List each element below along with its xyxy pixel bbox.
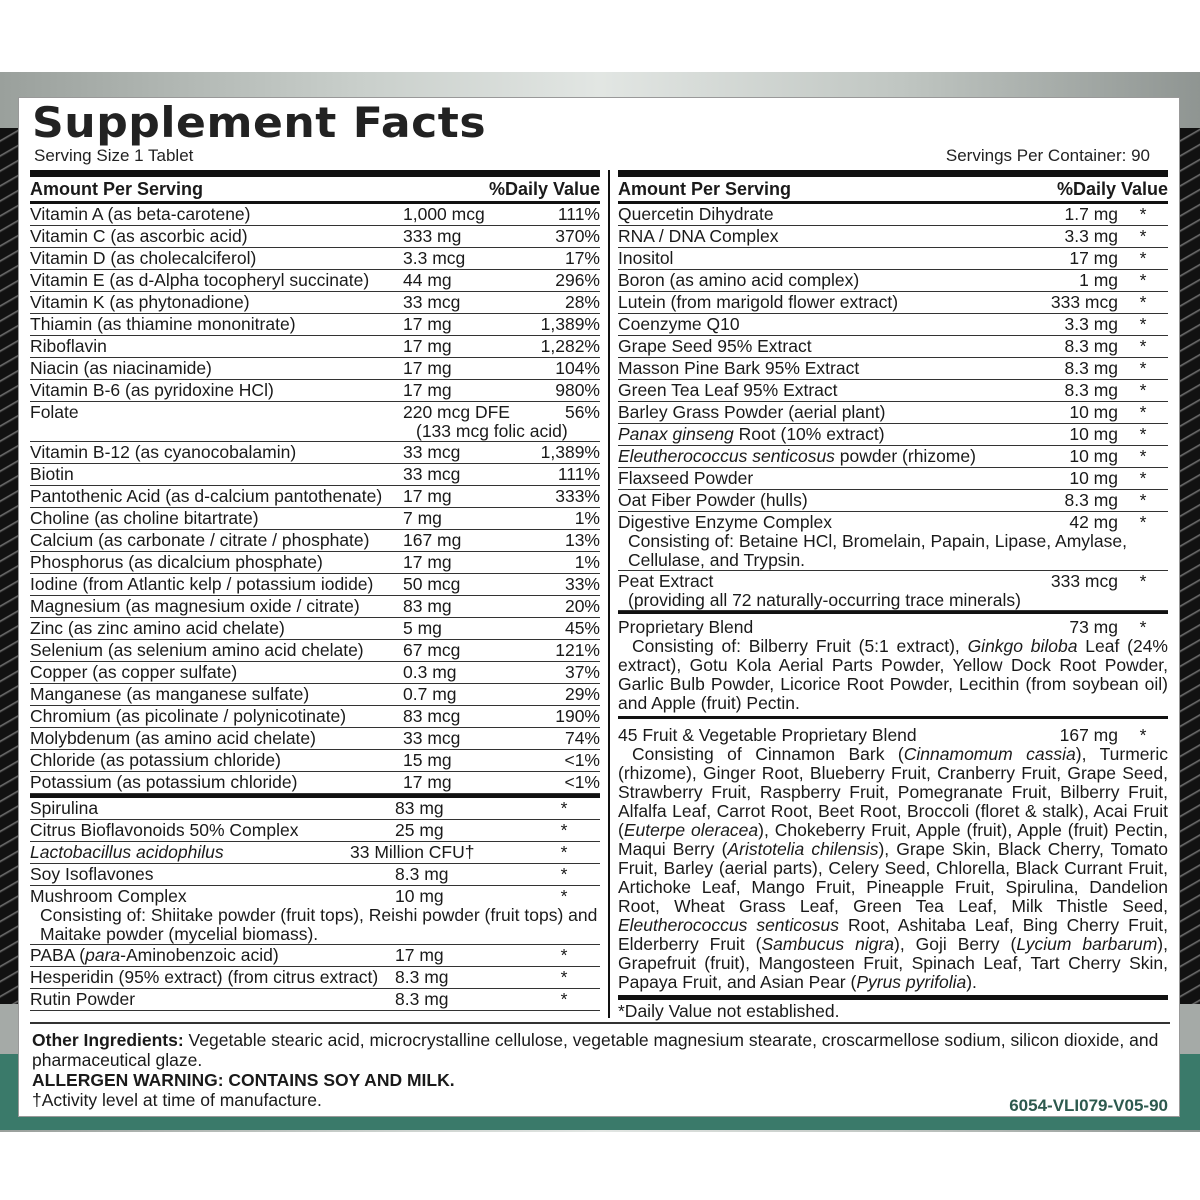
ingredient-daily-value: * — [1139, 226, 1147, 246]
ingredient-amount: 10 mg — [1069, 446, 1118, 466]
other-ingredients: Other Ingredients: Vegetable stearic acid, microcrystalline cellulose, vegetable magnesium stearate, croscarmellose sodium, silicon dioxide, and pharmaceutical glaze. — [32, 1030, 1159, 1070]
ingredient-name: Rutin Powder — [30, 989, 136, 1009]
ingredient-name: Grape Seed 95% Extract — [618, 336, 812, 356]
ingredient-name: Manganese (as manganese sulfate) — [30, 684, 310, 704]
ingredient-daily-value: * — [1139, 402, 1147, 422]
ingredient-daily-value: 29% — [564, 684, 600, 704]
ingredient-daily-value: 104% — [555, 358, 600, 378]
stripe-decoration-right — [1180, 128, 1200, 1004]
ingredient-amount: 25 mg — [395, 820, 444, 840]
table-row — [618, 204, 1168, 226]
ingredient-amount: 17 mg — [403, 336, 452, 356]
ingredient-name: RNA / DNA Complex — [618, 226, 779, 246]
table-row — [30, 442, 600, 464]
ingredient-amount: 8.3 mg — [395, 967, 449, 987]
table-row — [30, 886, 600, 945]
ingredient-name: Vitamin B-12 (as cyanocobalamin) — [30, 442, 297, 462]
table-row — [30, 662, 600, 684]
ingredient-amount: 33 mcg — [403, 728, 461, 748]
table-header — [618, 177, 1168, 204]
ingredient-daily-value: 13% — [564, 530, 600, 550]
ingredient-daily-value: 74% — [564, 728, 600, 748]
table-row — [30, 706, 600, 728]
ingredient-name: Folate — [30, 402, 79, 422]
allergen-warning: ALLERGEN WARNING: CONTAINS SOY AND MILK. — [32, 1070, 455, 1090]
ingredient-amount: 333 mcg — [1050, 292, 1118, 312]
ingredient-amount: 1.7 mg — [1064, 204, 1118, 224]
ingredient-amount: 10 mg — [395, 886, 444, 906]
right-items-list — [618, 204, 1168, 611]
ingredient-amount: 33 mcg — [403, 292, 461, 312]
ingredient-amount: 1,000 mcg — [403, 204, 485, 224]
ingredient-amount: 83 mg — [395, 798, 444, 818]
lot-code: 6054-VLI079-V05-90 — [1009, 1096, 1168, 1115]
table-row — [618, 402, 1168, 424]
ingredient-daily-value: 37% — [564, 662, 600, 682]
ingredient-amount: 17 mg — [403, 552, 452, 572]
ingredient-amount: 5 mg — [403, 618, 442, 638]
ingredient-daily-value: * — [1139, 336, 1147, 356]
ingredient-amount: 3.3 mg — [1064, 314, 1118, 334]
table-row — [30, 728, 600, 750]
ingredient-daily-value: * — [560, 820, 568, 840]
ingredient-daily-value: * — [1139, 490, 1147, 510]
ingredient-amount: 33 Million CFU† — [350, 842, 475, 862]
ingredient-name: Lutein (from marigold flower extract) — [618, 292, 899, 312]
ingredient-name: Eleutherococcus senticosus powder (rhizome) — [618, 446, 976, 466]
ingredient-note: Consisting of: Betaine HCl, Bromelain, Papain, Lipase, Amylase, Cellulase, and Trypsin. — [628, 531, 1128, 570]
ingredient-daily-value: * — [1139, 292, 1147, 312]
ingredient-name: Digestive Enzyme Complex — [618, 512, 832, 532]
ingredient-daily-value: 190% — [555, 706, 600, 726]
ingredient-daily-value: * — [1139, 512, 1147, 532]
blend-name: Proprietary Blend — [618, 617, 754, 637]
ingredient-name: Hesperidin (95% extract) (from citrus extract) — [30, 967, 379, 987]
table-row — [30, 486, 600, 508]
ingredient-daily-value: * — [1139, 446, 1147, 466]
table-row — [30, 989, 600, 1011]
table-row — [30, 864, 600, 886]
ingredient-daily-value: * — [560, 945, 568, 965]
ingredient-amount: 0.3 mg — [403, 662, 457, 682]
ingredient-daily-value: 1,282% — [540, 336, 600, 356]
header-daily-value: %Daily Value — [1056, 179, 1168, 199]
ingredient-daily-value: * — [560, 864, 568, 884]
ingredient-daily-value: * — [560, 798, 568, 818]
header-amount: Amount Per Serving — [618, 179, 792, 199]
ingredient-name: Vitamin E (as d-Alpha tocopheryl succinate) — [30, 270, 370, 290]
ingredient-name: Green Tea Leaf 95% Extract — [618, 380, 838, 400]
ingredient-note: Consisting of: Shiitake powder (fruit tops), Reishi powder (fruit tops) and Maitake powder (mycelial biomass). — [40, 905, 598, 944]
ingredient-name: Quercetin Dihydrate — [618, 204, 774, 224]
table-row — [30, 772, 600, 794]
ingredient-daily-value: 1% — [574, 552, 600, 572]
table-row — [618, 336, 1168, 358]
ingredient-amount: 8.3 mg — [1064, 380, 1118, 400]
ingredient-name: Vitamin A (as beta-carotene) — [30, 204, 251, 224]
table-row — [618, 358, 1168, 380]
bottom-rule — [30, 1022, 1170, 1024]
ingredient-name: Coenzyme Q10 — [618, 314, 740, 334]
ingredient-name: Soy Isoflavones — [30, 864, 154, 884]
table-row — [618, 490, 1168, 512]
ingredient-name: Niacin (as niacinamide) — [30, 358, 212, 378]
blend-dv: * — [1139, 725, 1147, 745]
ingredient-amount: 50 mcg — [403, 574, 461, 594]
ingredient-amount: 17 mg — [1069, 248, 1118, 268]
ingredient-daily-value: 111% — [557, 204, 600, 224]
table-row — [30, 820, 600, 842]
table-row — [30, 270, 600, 292]
ingredient-daily-value: * — [1139, 380, 1147, 400]
table-row — [618, 468, 1168, 490]
ingredient-amount: 17 mg — [403, 772, 452, 792]
ingredient-amount: 67 mcg — [403, 640, 461, 660]
table-row — [30, 358, 600, 380]
ingredient-amount: 333 mg — [403, 226, 462, 246]
ingredient-amount: 167 mg — [403, 530, 462, 550]
ingredient-daily-value: * — [1139, 571, 1147, 591]
ingredient-daily-value: 370% — [555, 226, 600, 246]
ingredient-name: Molybdenum (as amino acid chelate) — [30, 728, 316, 748]
ingredient-name: Barley Grass Powder (aerial plant) — [618, 402, 886, 422]
ingredient-amount: 8.3 mg — [1064, 490, 1118, 510]
table-row — [30, 842, 600, 864]
blend-description: Consisting of: Bilberry Fruit (5:1 extract), Ginkgo biloba Leaf (24% extract), Gotu Kola Aerial Parts Powder, Yellow Dock Root Powder, Garlic Bulb Powder, Licorice Root Powder, Lecithin (from soybean oil) and Apple (fruit) Pectin. — [618, 637, 1168, 719]
table-row — [618, 424, 1168, 446]
ingredient-amount: 220 mcg DFE — [403, 402, 510, 422]
ingredient-name: Citrus Bioflavonoids 50% Complex — [30, 820, 299, 840]
ingredient-amount: 83 mcg — [403, 706, 461, 726]
ingredient-name: Potassium (as potassium chloride) — [30, 772, 298, 792]
table-row — [618, 292, 1168, 314]
ingredient-amount: 8.3 mg — [395, 989, 449, 1009]
servings-per-container: Servings Per Container: 90 — [945, 146, 1150, 165]
activity-note: †Activity level at time of manufacture. — [32, 1090, 322, 1110]
blend-name: 45 Fruit & Vegetable Proprietary Blend — [618, 725, 917, 745]
ingredient-amount: 33 mcg — [403, 442, 461, 462]
ingredient-daily-value: * — [1139, 204, 1147, 224]
ingredient-daily-value: 980% — [555, 380, 600, 400]
page-title: Supplement Facts — [32, 98, 487, 147]
ingredient-daily-value: 1% — [574, 508, 600, 528]
ingredient-daily-value: 296% — [555, 270, 600, 290]
ingredient-amount: 10 mg — [1069, 424, 1118, 444]
ingredient-name: Flaxseed Powder — [618, 468, 754, 488]
table-row — [30, 750, 600, 772]
gray-band-left — [0, 1004, 20, 1054]
ingredient-name: Mushroom Complex — [30, 886, 187, 906]
ingredient-name: Choline (as choline bitartrate) — [30, 508, 259, 528]
ingredient-daily-value: * — [1139, 270, 1147, 290]
table-row — [30, 336, 600, 358]
blend-dv: * — [1139, 617, 1147, 637]
ingredient-daily-value: 17% — [564, 248, 600, 268]
table-row — [618, 571, 1168, 611]
ingredient-daily-value: <1% — [564, 750, 600, 770]
table-row — [618, 248, 1168, 270]
ingredient-name: Oat Fiber Powder (hulls) — [618, 490, 808, 510]
proprietary-blend — [618, 614, 1168, 719]
ingredient-amount: 33 mcg — [403, 464, 461, 484]
ingredient-name: Masson Pine Bark 95% Extract — [618, 358, 860, 378]
ingredient-name: Biotin — [30, 464, 74, 484]
ingredient-amount: 0.7 mg — [403, 684, 457, 704]
ingredient-amount: 3.3 mg — [1064, 226, 1118, 246]
table-row — [618, 446, 1168, 468]
thick-rule — [618, 170, 1168, 177]
ingredient-daily-value: 333% — [555, 486, 600, 506]
ingredient-daily-value: 121% — [555, 640, 600, 660]
table-header — [30, 177, 600, 204]
ingredient-name: Vitamin D (as cholecalciferol) — [30, 248, 257, 268]
ingredient-daily-value: 56% — [564, 402, 600, 422]
table-row — [618, 226, 1168, 248]
ingredient-amount: 8.3 mg — [1064, 336, 1118, 356]
ingredient-amount: 333 mcg — [1050, 571, 1118, 591]
ingredient-name: Panax ginseng Root (10% extract) — [618, 424, 885, 444]
ingredient-name: Phosphorus (as dicalcium phosphate) — [30, 552, 323, 572]
table-row — [30, 618, 600, 640]
ingredient-note: (133 mcg folic acid) — [416, 421, 568, 441]
fruit-vegetable-blend — [618, 719, 1168, 1000]
other-ingredients-section — [32, 1030, 1172, 1110]
ingredient-name: Thiamin (as thiamine mononitrate) — [30, 314, 296, 334]
ingredient-daily-value: 28% — [564, 292, 600, 312]
blend-amount: 73 mg — [1069, 617, 1118, 637]
ingredient-amount: 3.3 mcg — [403, 248, 466, 268]
table-row — [618, 270, 1168, 292]
ingredient-daily-value: * — [560, 842, 568, 862]
ingredient-name: Selenium (as selenium amino acid chelate) — [30, 640, 364, 660]
table-row — [30, 552, 600, 574]
table-row — [30, 226, 600, 248]
table-row — [30, 574, 600, 596]
gray-band-right — [1180, 1004, 1200, 1054]
ingredient-amount: 17 mg — [403, 486, 452, 506]
ingredient-name: Vitamin K (as phytonadione) — [30, 292, 250, 312]
ingredient-amount: 17 mg — [395, 945, 444, 965]
table-row — [30, 508, 600, 530]
other-ingredients-list — [30, 798, 600, 1011]
left-facts-table — [30, 170, 600, 1011]
ingredient-daily-value: 33% — [564, 574, 600, 594]
ingredient-name: Lactobacillus acidophilus — [30, 842, 224, 862]
stripe-decoration-left — [0, 128, 20, 1004]
ingredient-daily-value: * — [1139, 358, 1147, 378]
ingredient-name: Vitamin C (as ascorbic acid) — [30, 226, 248, 246]
table-row — [30, 380, 600, 402]
ingredient-name: Peat Extract — [618, 571, 714, 591]
ingredient-name: Boron (as amino acid complex) — [618, 270, 860, 290]
ingredient-name: Spirulina — [30, 798, 99, 818]
ingredient-amount: 17 mg — [403, 314, 452, 334]
table-row — [30, 314, 600, 336]
ingredient-name: Chloride (as potassium chloride) — [30, 750, 281, 770]
ingredient-daily-value: * — [1139, 314, 1147, 334]
thick-rule — [30, 170, 600, 177]
table-row — [30, 402, 600, 442]
right-facts-table — [618, 170, 1168, 1022]
ingredient-daily-value: 45% — [564, 618, 600, 638]
ingredient-name: Chromium (as picolinate / polynicotinate) — [30, 706, 347, 726]
ingredient-amount: 8.3 mg — [395, 864, 449, 884]
table-row — [30, 530, 600, 552]
ingredient-name: Pantothenic Acid (as d-calcium pantothenate) — [30, 486, 383, 506]
ingredient-name: Calcium (as carbonate / citrate / phosphate) — [30, 530, 370, 550]
ingredient-name: Vitamin B-6 (as pyridoxine HCl) — [30, 380, 274, 400]
ingredient-daily-value: 20% — [564, 596, 600, 616]
table-row — [30, 248, 600, 270]
ingredient-daily-value: 111% — [557, 464, 600, 484]
ingredient-amount: 42 mg — [1069, 512, 1118, 532]
daily-value-footnote: *Daily Value not established. — [618, 1001, 840, 1021]
blend-description: Consisting of Cinnamon Bark (Cinnamomum cassia), Turmeric (rhizome), Ginger Root, Blueberry Fruit, Cranberry Fruit, Grape Seed, Strawberry Fruit, Raspberry Fruit, Pomegranate Fruit, Bilberry Fruit, Alfalfa Leaf, Carrot Root, Beet Root, Broccoli (floret & stalk), Acai Fruit (Euterpe oleracea), Chokeberry Fruit, Apple (fruit), Apple (fruit) Pectin, Maqui Berry (Aristotelia chilensis), Grape Skin, Black Cherry, Tomato Fruit, Barley (aerial parts), Celery Seed, Chlorella, Black Currant Fruit, Artichoke Leaf, Mango Fruit, Pineapple Fruit, Spirulina, Dandelion Root, Wheat Grass Leaf, Green Tea Leaf, Milk Thistle Seed, Eleutherococcus senticosus Root, Ashitaba Leaf, Bing Cherry Fruit, Elderberry Fruit (Sambucus nigra), Goji Berry (Lycium barbarum), Grapefruit (fruit), Mangosteen Fruit, Spinach Leaf, Tart Cherry Skin, Papaya Fruit, and Asian Pear (Pyrus pyrifolia). — [618, 745, 1168, 1000]
table-row — [30, 684, 600, 706]
table-row — [30, 464, 600, 486]
ingredient-amount: 7 mg — [403, 508, 442, 528]
table-row — [30, 798, 600, 820]
ingredient-name: Magnesium (as magnesium oxide / citrate) — [30, 596, 360, 616]
table-row — [30, 292, 600, 314]
table-row — [30, 204, 600, 226]
ingredient-amount: 8.3 mg — [1064, 358, 1118, 378]
table-row — [30, 640, 600, 662]
ingredient-daily-value: * — [1139, 248, 1147, 268]
ingredient-name: Copper (as copper sulfate) — [30, 662, 238, 682]
ingredient-name: PABA (para-Aminobenzoic acid) — [30, 945, 279, 965]
ingredient-amount: 83 mg — [403, 596, 452, 616]
ingredient-name: Riboflavin — [30, 336, 107, 356]
column-divider — [608, 170, 610, 1018]
ingredient-amount: 15 mg — [403, 750, 452, 770]
ingredient-daily-value: * — [560, 967, 568, 987]
header-amount: Amount Per Serving — [30, 179, 204, 199]
ingredient-daily-value: * — [560, 886, 568, 906]
table-row — [30, 596, 600, 618]
table-row — [30, 945, 600, 967]
ingredient-amount: 10 mg — [1069, 402, 1118, 422]
table-row — [30, 967, 600, 989]
serving-size: Serving Size 1 Tablet — [34, 146, 194, 165]
ingredient-daily-value: * — [560, 989, 568, 1009]
ingredient-daily-value: 1,389% — [540, 442, 600, 462]
ingredient-amount: 44 mg — [403, 270, 452, 290]
ingredient-name: Inositol — [618, 248, 674, 268]
ingredient-name: Zinc (as zinc amino acid chelate) — [30, 618, 285, 638]
table-row — [618, 380, 1168, 402]
ingredient-amount: 17 mg — [403, 380, 452, 400]
ingredient-note: (providing all 72 naturally-occurring trace minerals) — [628, 590, 1021, 610]
table-row — [618, 512, 1168, 571]
ingredient-amount: 17 mg — [403, 358, 452, 378]
ingredient-daily-value: * — [1139, 424, 1147, 444]
ingredient-amount: 1 mg — [1079, 270, 1118, 290]
ingredient-amount: 10 mg — [1069, 468, 1118, 488]
blend-amount: 167 mg — [1059, 725, 1118, 745]
ingredient-daily-value: <1% — [564, 772, 600, 792]
vitamins-minerals-list — [30, 204, 600, 794]
table-row — [618, 314, 1168, 336]
ingredient-name: Iodine (from Atlantic kelp / potassium iodide) — [30, 574, 374, 594]
ingredient-daily-value: * — [1139, 468, 1147, 488]
header-daily-value: %Daily Value — [488, 179, 600, 199]
ingredient-daily-value: 1,389% — [540, 314, 600, 334]
